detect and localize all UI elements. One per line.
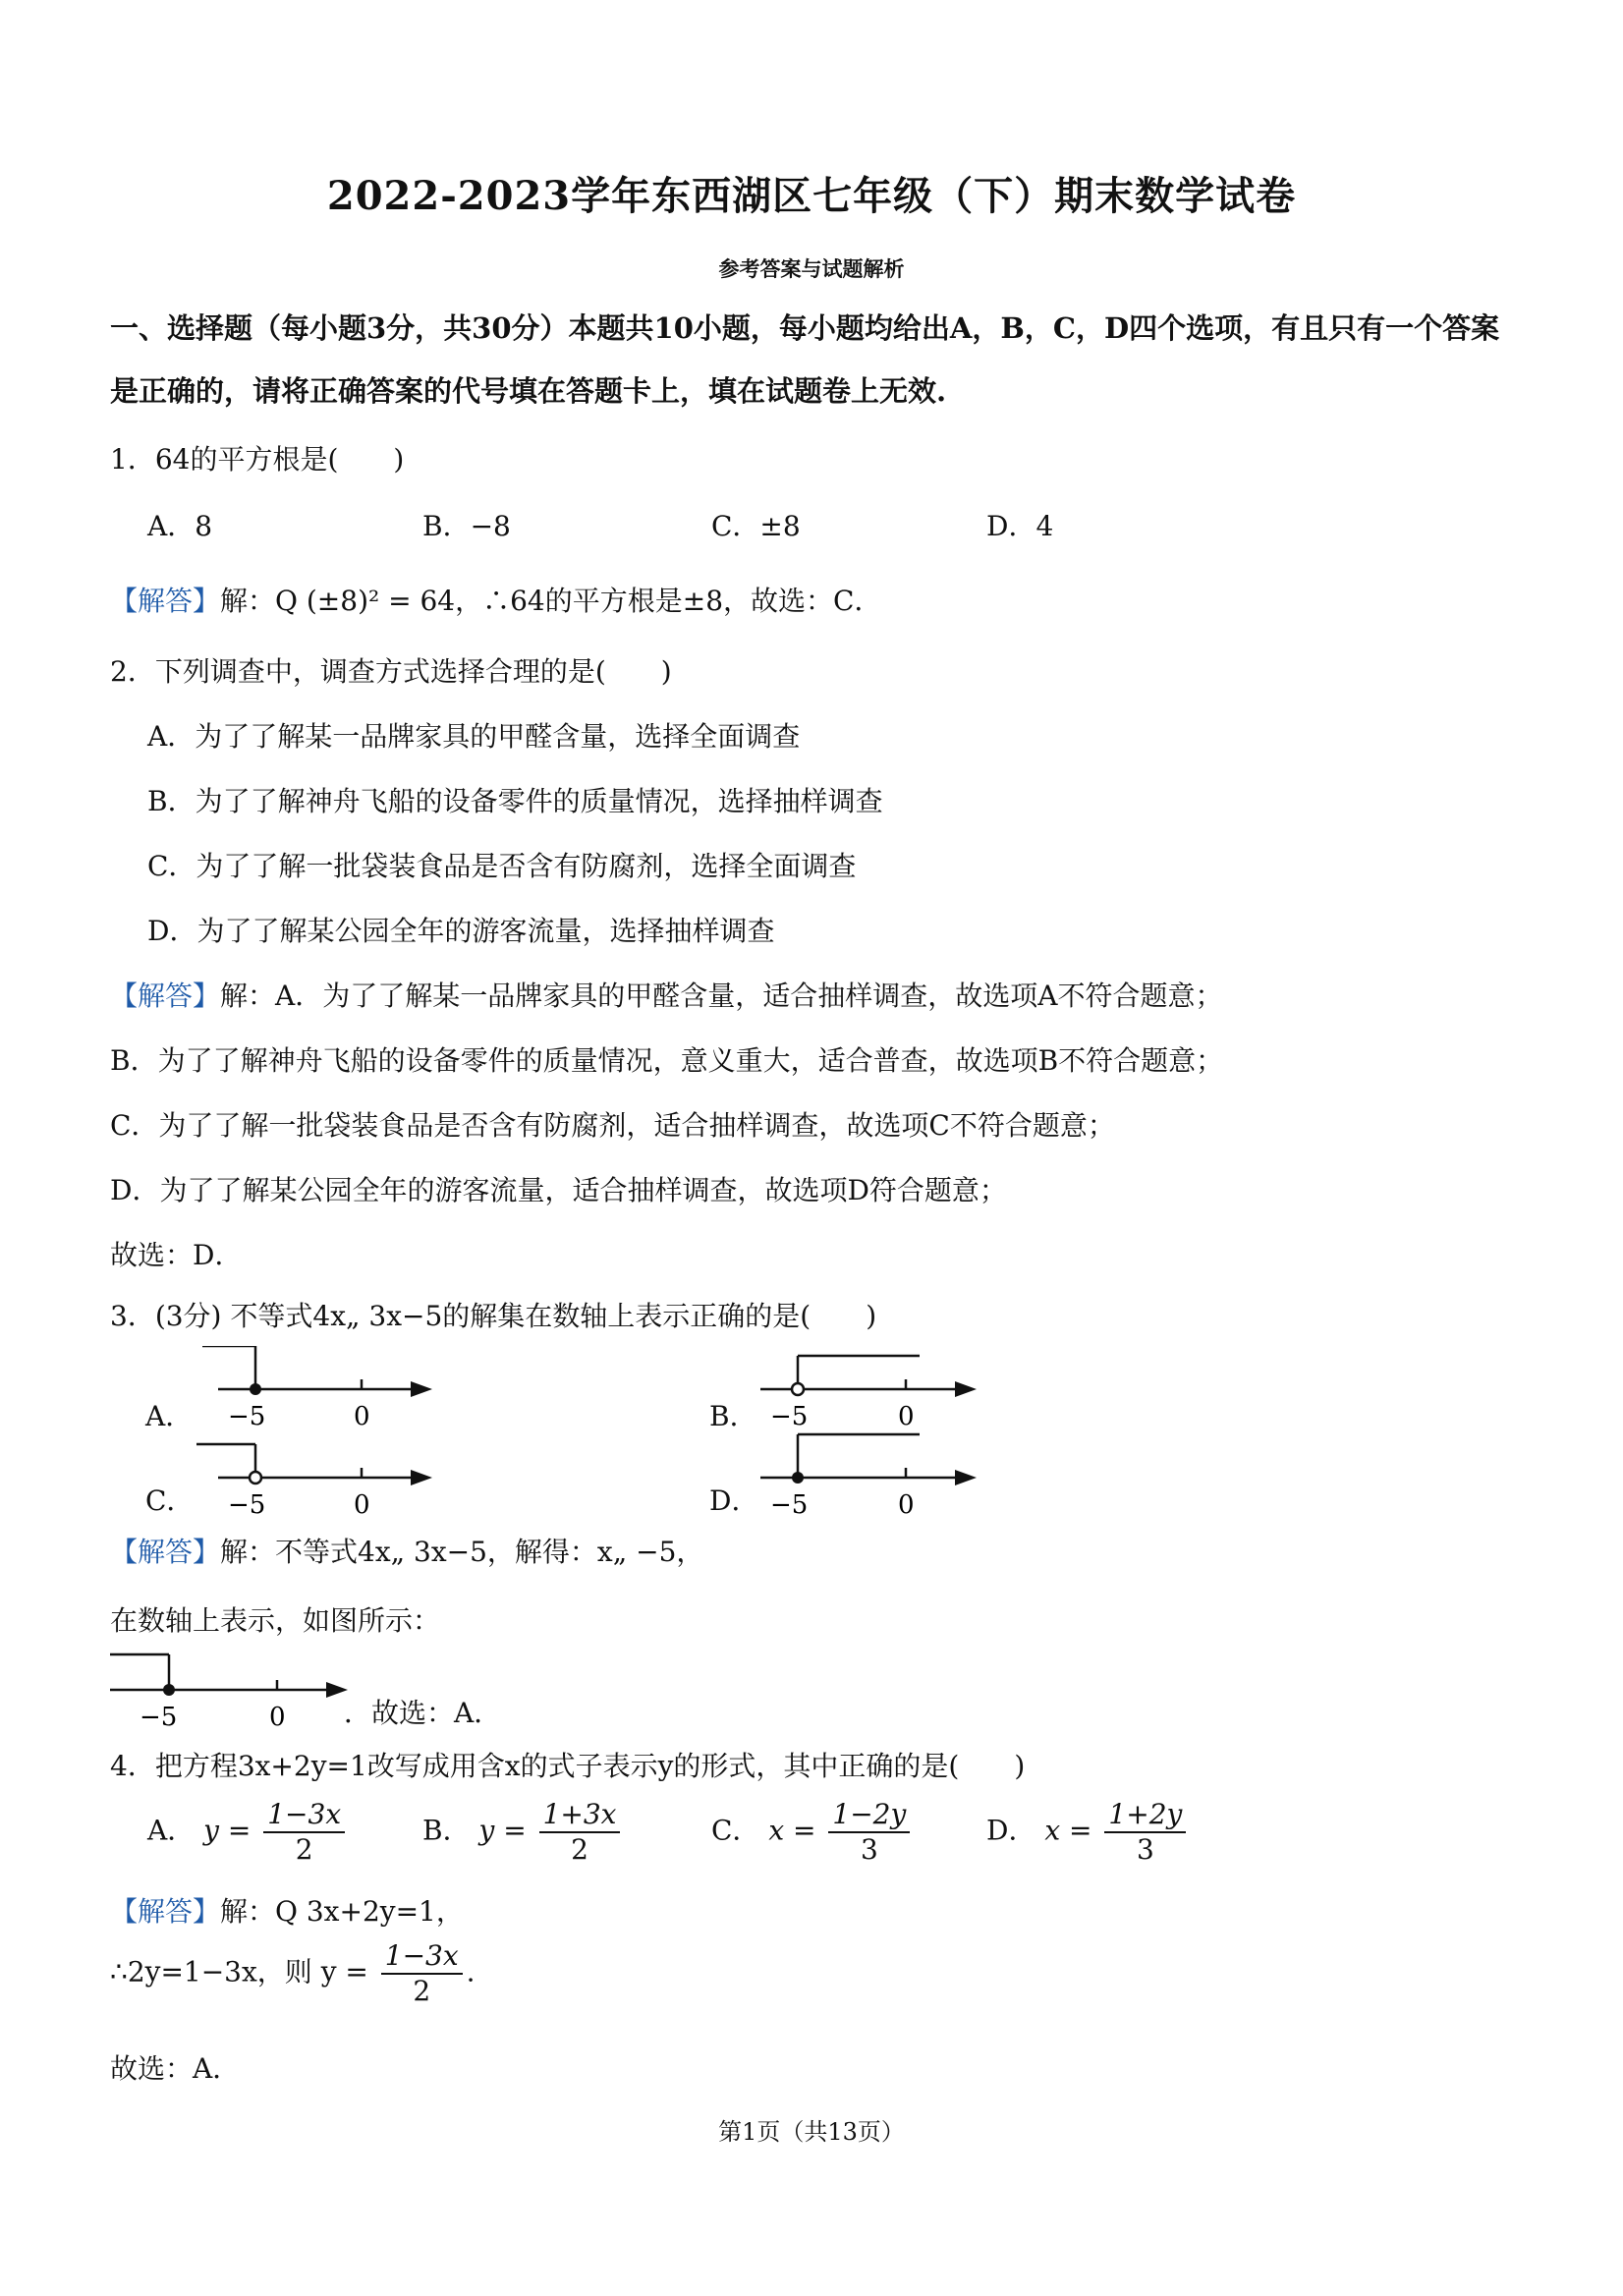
q3-option-b-label: B．	[709, 1400, 757, 1432]
q4-option-b-denominator: 2	[571, 1833, 588, 1866]
q4-option-a-denominator: 2	[295, 1833, 313, 1866]
q2-option-b: B．为了了解神舟飞船的设备零件的质量情况，选择抽样调查	[147, 785, 883, 817]
q3-ans-tick-neg5: −5	[140, 1703, 178, 1729]
q3-option-c-numberline	[193, 1434, 448, 1523]
q4-option-c	[711, 1798, 914, 1867]
q4-option-c-numerator: 1−2y	[828, 1798, 910, 1833]
q1-option-a: A．8	[147, 510, 213, 542]
q4-answer-period: .	[466, 1955, 476, 1988]
q4-answer-text-2: ∴2y=1−3x，则 y =	[110, 1955, 368, 1988]
page-title: 2022-2023学年东西湖区七年级（下）期末数学试卷	[326, 173, 1297, 219]
q3-answer-3: ．故选：A．	[344, 1697, 502, 1729]
q4-answer-numerator: 1−3x	[381, 1939, 463, 1975]
q3-ans-tick-0: 0	[269, 1703, 286, 1729]
q4-option-d-denominator: 3	[1136, 1833, 1154, 1866]
q1-stem: 1．64的平方根是( )	[110, 443, 405, 476]
q4-answer-1	[110, 1890, 464, 1930]
q2-answer-5: 故选：D．	[110, 1239, 243, 1271]
q4-option-d	[986, 1798, 1190, 1867]
q3-option-d-numberline	[756, 1425, 992, 1523]
q4-option-c-fraction	[828, 1798, 910, 1867]
q3-answer-text-1: 解：不等式4x„ 3x−5，解得：x„ −5，	[220, 1536, 704, 1568]
q1-option-c: C．±8	[711, 510, 801, 542]
q3-option-a-label: A．	[145, 1400, 194, 1432]
q4-answer-2	[110, 1939, 476, 2008]
page-footer: 第1页（共13页）	[718, 2118, 905, 2146]
q2-answer-2: B．为了了解神舟飞船的设备零件的质量情况，意义重大，适合普查，故选项B不符合题意；	[110, 1044, 1224, 1077]
q2-option-c: C．为了了解一批袋装食品是否含有防腐剂，选择全面调查	[147, 850, 857, 882]
answer-tag: 【解答】	[110, 1895, 221, 1928]
q3-b-tick-neg5: −5	[770, 1402, 809, 1431]
q3-c-tick-neg5: −5	[228, 1490, 266, 1520]
q4-option-d-lhs: x =	[1044, 1814, 1092, 1847]
q3-c-tick-0: 0	[354, 1490, 370, 1520]
q3-d-tick-neg5: −5	[770, 1490, 809, 1520]
q4-option-d-label: D．	[986, 1814, 1036, 1847]
q4-option-c-denominator: 3	[860, 1833, 878, 1866]
q3-option-a-numberline	[193, 1346, 448, 1434]
q4-answer-denominator: 2	[413, 1975, 431, 2007]
q3-b-tick-0: 0	[898, 1402, 915, 1431]
page-subtitle: 参考答案与试题解析	[718, 256, 905, 281]
q4-answer-fraction	[381, 1939, 463, 2008]
q3-d-tick-0: 0	[898, 1490, 915, 1520]
q2-answer-3: C．为了了解一批袋装食品是否含有防腐剂，适合抽样调查，故选项C不符合题意；	[110, 1109, 1115, 1142]
section-heading-line2: 是正确的，请将正确答案的代号填在答题卡上，填在试题卷上无效.	[110, 374, 947, 408]
q4-option-d-fraction	[1104, 1798, 1186, 1867]
q4-option-a	[147, 1798, 349, 1867]
q2-option-d: D．为了了解某公园全年的游客流量，选择抽样调查	[147, 915, 775, 947]
q4-option-b-lhs: y =	[478, 1814, 527, 1847]
q1-option-b: B．−8	[422, 510, 511, 542]
answer-tag: 【解答】	[110, 980, 221, 1012]
q3-option-d-label: D．	[709, 1484, 759, 1517]
q4-option-a-fraction	[263, 1798, 345, 1867]
answer-tag: 【解答】	[110, 1536, 221, 1568]
q4-option-b-label: B．	[422, 1814, 471, 1847]
q4-option-b	[422, 1798, 624, 1867]
q2-stem: 2．下列调查中，调查方式选择合理的是( )	[110, 655, 672, 688]
q3-stem: 3．(3分) 不等式4x„ 3x−5的解集在数轴上表示正确的是( )	[110, 1300, 877, 1332]
q4-option-b-fraction	[539, 1798, 621, 1867]
q4-option-d-numerator: 1+2y	[1104, 1798, 1186, 1833]
q1-option-d: D．4	[986, 510, 1054, 542]
q1-answer-text: 解：Q (±8)² = 64，∴64的平方根是±8，故选：C．	[220, 585, 882, 617]
q3-answer-numberline	[106, 1651, 362, 1729]
q3-option-c-label: C．	[145, 1484, 195, 1517]
q2-answer-1	[110, 975, 1222, 1014]
q4-option-c-lhs: x =	[768, 1814, 816, 1847]
q4-option-a-lhs: y =	[203, 1814, 252, 1847]
q2-answer-text-1: 解：A．为了了解某一品牌家具的甲醛含量，适合抽样调查，故选项A不符合题意；	[220, 980, 1223, 1012]
section-heading-line1: 一、选择题（每小题3分，共30分）本题共10小题，每小题均给出A，B，C，D四个选项，有且只有一个答案	[110, 311, 1500, 345]
q4-option-b-numerator: 1+3x	[539, 1798, 621, 1833]
q2-answer-4: D．为了了解某公园全年的游客流量，适合抽样调查，故选项D符合题意；	[110, 1174, 1007, 1206]
q4-stem: 4．把方程3x+2y=1改写成用含x的式子表示y的形式，其中正确的是( )	[110, 1750, 1026, 1782]
q1-answer	[110, 580, 881, 619]
q3-a-tick-0: 0	[354, 1402, 370, 1431]
q3-answer-1	[110, 1531, 703, 1570]
q4-option-a-label: A．	[147, 1814, 196, 1847]
q3-option-b-numberline	[756, 1346, 992, 1434]
q2-option-a: A．为了了解某一品牌家具的甲醛含量，选择全面调查	[147, 720, 801, 753]
q3-a-tick-neg5: −5	[228, 1402, 266, 1431]
q3-answer-2: 在数轴上表示，如图所示：	[110, 1604, 441, 1637]
q4-answer-text-1: 解：Q 3x+2y=1，	[220, 1895, 464, 1928]
answer-tag: 【解答】	[110, 585, 221, 617]
q4-option-a-numerator: 1−3x	[263, 1798, 345, 1833]
q4-option-c-label: C．	[711, 1814, 760, 1847]
q4-answer-3: 故选：A．	[110, 2052, 241, 2085]
